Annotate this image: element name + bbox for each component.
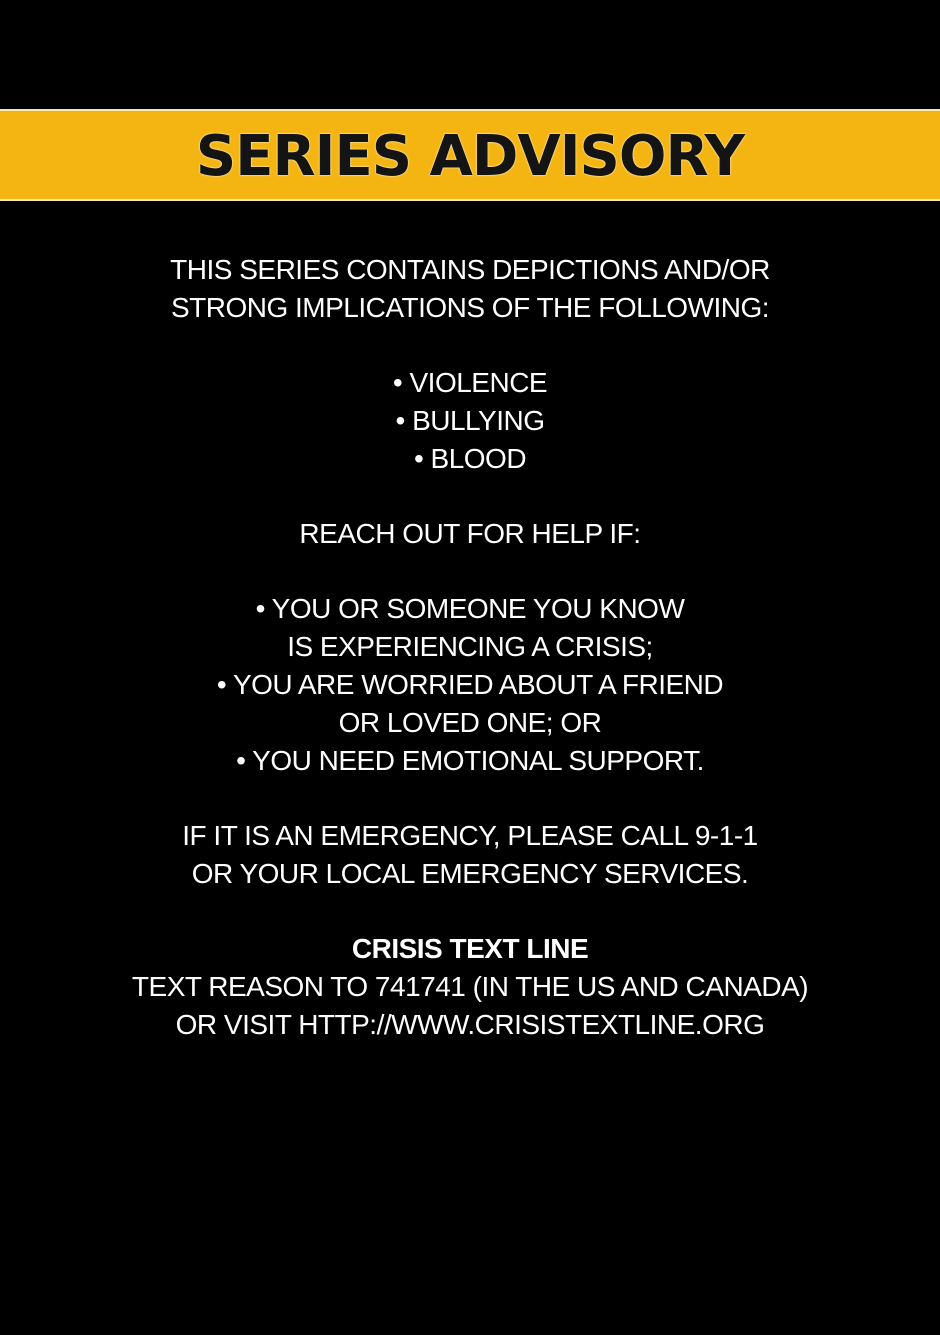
crisis-text-line-instruction: TEXT REASON TO 741741 (IN THE US AND CANADA) bbox=[131, 971, 809, 1002]
intro-line: THIS SERIES CONTAINS DEPICTIONS AND/OR bbox=[170, 254, 770, 285]
help-line: OR LOVED ONE; OR bbox=[338, 707, 602, 738]
help-line: • YOU ARE WORRIED ABOUT A FRIEND bbox=[216, 669, 724, 700]
crisis-text-line-title: CRISIS TEXT LINE bbox=[351, 933, 589, 964]
help-heading: REACH OUT FOR HELP IF: bbox=[299, 518, 641, 549]
emergency-line: OR YOUR LOCAL EMERGENCY SERVICES. bbox=[191, 858, 749, 889]
advisory-banner bbox=[0, 109, 940, 201]
emergency-line: IF IT IS AN EMERGENCY, PLEASE CALL 9-1-1 bbox=[182, 820, 758, 851]
warning-item-bullying: • BULLYING bbox=[395, 405, 545, 436]
warning-item-violence: • VIOLENCE bbox=[392, 367, 548, 398]
page-title: SERIES ADVISORY bbox=[195, 123, 745, 189]
help-line: • YOU OR SOMEONE YOU KNOW bbox=[255, 593, 685, 624]
advisory-content bbox=[0, 251, 940, 1044]
help-line: IS EXPERIENCING A CRISIS; bbox=[287, 631, 653, 662]
crisis-text-line-url[interactable]: OR VISIT HTTP://WWW.CRISISTEXTLINE.ORG bbox=[175, 1009, 765, 1040]
warning-item-blood: • BLOOD bbox=[413, 443, 527, 474]
intro-line: STRONG IMPLICATIONS OF THE FOLLOWING: bbox=[170, 292, 770, 323]
help-line: • YOU NEED EMOTIONAL SUPPORT. bbox=[236, 745, 704, 776]
